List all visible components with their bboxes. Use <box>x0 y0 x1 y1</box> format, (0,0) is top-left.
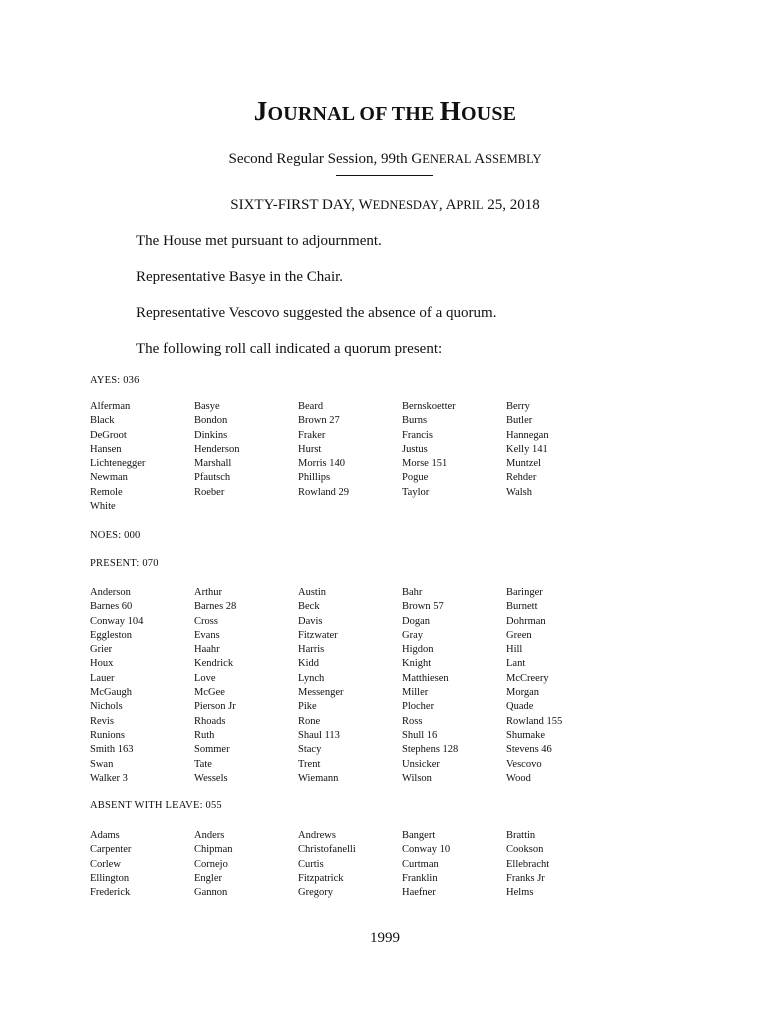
member-name: Kidd <box>298 658 319 670</box>
member-name: Arthur <box>194 587 222 598</box>
member-name: Ruth <box>194 729 215 741</box>
member-name: Knight <box>402 658 432 670</box>
member-name: Runions <box>90 729 126 741</box>
member-name: Ellington <box>90 872 130 884</box>
member-name: Lant <box>506 658 526 670</box>
member-name: Pike <box>298 701 317 713</box>
member-name: Walsh <box>506 486 532 498</box>
member-name: Carpenter <box>90 844 132 856</box>
member-name: Brown 27 <box>298 415 340 427</box>
member-name: Frederick <box>90 887 131 899</box>
member-name: Rowland 29 <box>298 486 350 498</box>
member-name: Miller <box>402 687 429 699</box>
member-name: Francis <box>402 429 433 441</box>
member-name: Bernskoetter <box>402 401 456 412</box>
member-name: Cross <box>194 615 218 627</box>
member-name: Harris <box>298 644 325 656</box>
member-name: Fitzwater <box>298 629 338 641</box>
title-divider <box>336 175 433 176</box>
member-name: Christofanelli <box>298 844 356 856</box>
member-name: Andrews <box>298 830 336 841</box>
member-name: Pierson Jr <box>194 701 236 713</box>
ayes-label: AYES: 036 <box>90 375 140 386</box>
member-name: Stacy <box>298 744 322 756</box>
member-name: Morris 140 <box>298 458 345 470</box>
member-name: Morgan <box>506 687 540 699</box>
member-name: Newman <box>90 472 128 484</box>
member-name: Brattin <box>506 830 536 841</box>
member-name: Rone <box>298 715 321 727</box>
member-name: Curtis <box>298 858 324 870</box>
member-name: Quade <box>506 701 534 713</box>
member-name: Alferman <box>90 401 131 412</box>
member-name: Conway 10 <box>402 844 451 856</box>
member-name: Chipman <box>194 844 233 856</box>
member-name: Haahr <box>194 644 220 656</box>
member-name: Corlew <box>90 858 121 870</box>
member-name: McGee <box>194 687 225 699</box>
member-name: Morse 151 <box>402 458 448 470</box>
member-name: Plocher <box>402 701 435 713</box>
member-name: Fitzpatrick <box>298 872 344 884</box>
member-name: Shull 16 <box>402 729 438 741</box>
member-name: Fraker <box>298 429 326 441</box>
member-name: Gannon <box>194 887 228 899</box>
member-name: Burns <box>402 415 428 427</box>
member-name: Anders <box>194 830 225 841</box>
member-name: Green <box>506 629 532 641</box>
member-name: DeGroot <box>90 429 127 441</box>
member-name: Cookson <box>506 844 544 856</box>
member-name: Unsicker <box>402 758 440 770</box>
member-name: Tate <box>194 758 212 770</box>
member-name: Stevens 46 <box>506 744 552 756</box>
noes-label: NOES: 000 <box>90 530 141 541</box>
member-name: Barnes 28 <box>194 601 237 613</box>
member-name: Lauer <box>90 672 115 684</box>
absent-list <box>90 829 710 900</box>
member-name: Berry <box>506 401 530 412</box>
member-name: Henderson <box>194 443 240 455</box>
member-name: Houx <box>90 658 114 670</box>
member-name: Hurst <box>298 443 322 455</box>
member-name: Lynch <box>298 672 325 684</box>
member-name: Wiemann <box>298 772 339 784</box>
member-name: Beck <box>298 601 320 613</box>
member-name: Hansen <box>90 443 122 455</box>
member-name: Haefner <box>402 887 436 899</box>
member-name: Austin <box>298 587 327 598</box>
member-name: Brown 57 <box>402 601 444 613</box>
member-name: Taylor <box>402 486 430 498</box>
member-name: Ellebracht <box>506 858 550 870</box>
member-name: Love <box>194 672 216 684</box>
member-name: Conway 104 <box>90 615 144 627</box>
member-name: Dogan <box>402 615 430 627</box>
member-name: Bangert <box>402 830 436 841</box>
member-name: Cornejo <box>194 858 228 870</box>
member-name: Gregory <box>298 887 333 899</box>
member-name: Wessels <box>194 772 228 784</box>
member-name: Helms <box>506 887 534 899</box>
page-number: 1999 <box>370 930 400 946</box>
member-name: Curtman <box>402 858 439 870</box>
member-name: Adams <box>90 830 120 841</box>
paragraph-adjournment: The House met pursuant to adjournment. <box>136 233 382 249</box>
day-line: SIXTY-FIRST DAY, WEDNESDAY, APRIL 25, 2018 <box>230 197 540 213</box>
member-name: Evans <box>194 629 220 641</box>
member-name: Walker 3 <box>90 772 128 784</box>
member-name: Shaul 113 <box>298 729 340 741</box>
member-name: Stephens 128 <box>402 744 459 756</box>
member-name: Bondon <box>194 415 228 427</box>
member-name: Hannegan <box>506 429 549 441</box>
member-name: Justus <box>402 443 428 455</box>
member-name: Wood <box>506 772 531 784</box>
member-name: Higdon <box>402 644 434 656</box>
member-name: Lichtenegger <box>90 458 146 470</box>
member-name: Basye <box>194 401 220 412</box>
member-name: Butler <box>506 415 533 427</box>
member-name: Pfautsch <box>194 472 231 484</box>
member-name: Rhoads <box>194 715 226 727</box>
member-name: Nichols <box>90 701 123 713</box>
member-name: Sommer <box>194 744 230 756</box>
member-name: Bahr <box>402 587 423 598</box>
member-name: Rehder <box>506 472 537 484</box>
member-name: Barnes 60 <box>90 601 133 613</box>
member-name: Anderson <box>90 587 131 598</box>
member-name: Hill <box>506 644 523 656</box>
ayes-list <box>90 400 710 514</box>
member-name: Engler <box>194 872 222 884</box>
absent-label: ABSENT WITH LEAVE: 055 <box>90 800 222 811</box>
paragraph-roll-call: The following roll call indicated a quorum present: <box>136 341 443 357</box>
member-name: Beard <box>298 401 324 412</box>
member-name: Remole <box>90 486 123 498</box>
member-name: McCreery <box>506 672 549 684</box>
member-name: Kendrick <box>194 658 234 670</box>
member-name: Kelly 141 <box>506 443 548 455</box>
member-name: Pogue <box>402 472 429 484</box>
member-name: Matthiesen <box>402 672 449 684</box>
member-name: Grier <box>90 644 113 656</box>
member-name: Roeber <box>194 486 225 498</box>
member-name: Baringer <box>506 587 543 598</box>
member-name: Franks Jr <box>506 872 545 884</box>
journal-title: JOURNAL OF THE HOUSE <box>253 96 517 126</box>
paragraph-quorum-absence: Representative Vescovo suggested the absence of a quorum. <box>136 305 497 321</box>
member-name: Shumake <box>506 729 546 741</box>
member-name: Franklin <box>402 872 438 884</box>
paragraph-chair: Representative Basye in the Chair. <box>136 269 344 285</box>
member-name: Dinkins <box>194 429 228 441</box>
member-name: Trent <box>298 758 321 770</box>
member-name: Swan <box>90 758 114 770</box>
member-name: Vescovo <box>506 758 542 770</box>
member-name: Marshall <box>194 458 232 470</box>
member-name: Eggleston <box>90 629 132 641</box>
present-label: PRESENT: 070 <box>90 558 159 569</box>
member-name: Messenger <box>298 687 344 699</box>
member-name: Revis <box>90 715 114 727</box>
member-name: Burnett <box>506 601 538 613</box>
member-name: Dohrman <box>506 615 546 627</box>
member-name: Black <box>90 415 115 427</box>
member-name: White <box>90 501 116 513</box>
member-name: McGaugh <box>90 687 132 699</box>
member-name: Davis <box>298 615 323 627</box>
member-name: Smith 163 <box>90 744 134 756</box>
member-name: Gray <box>402 629 423 641</box>
member-name: Wilson <box>402 772 432 784</box>
session-line: Second Regular Session, 99th GENERAL ASSEMBLY <box>228 151 542 167</box>
member-name: Rowland 155 <box>506 715 563 727</box>
member-name: Phillips <box>298 472 331 484</box>
present-list <box>90 586 710 786</box>
member-name: Muntzel <box>506 458 541 470</box>
member-name: Ross <box>402 715 423 727</box>
